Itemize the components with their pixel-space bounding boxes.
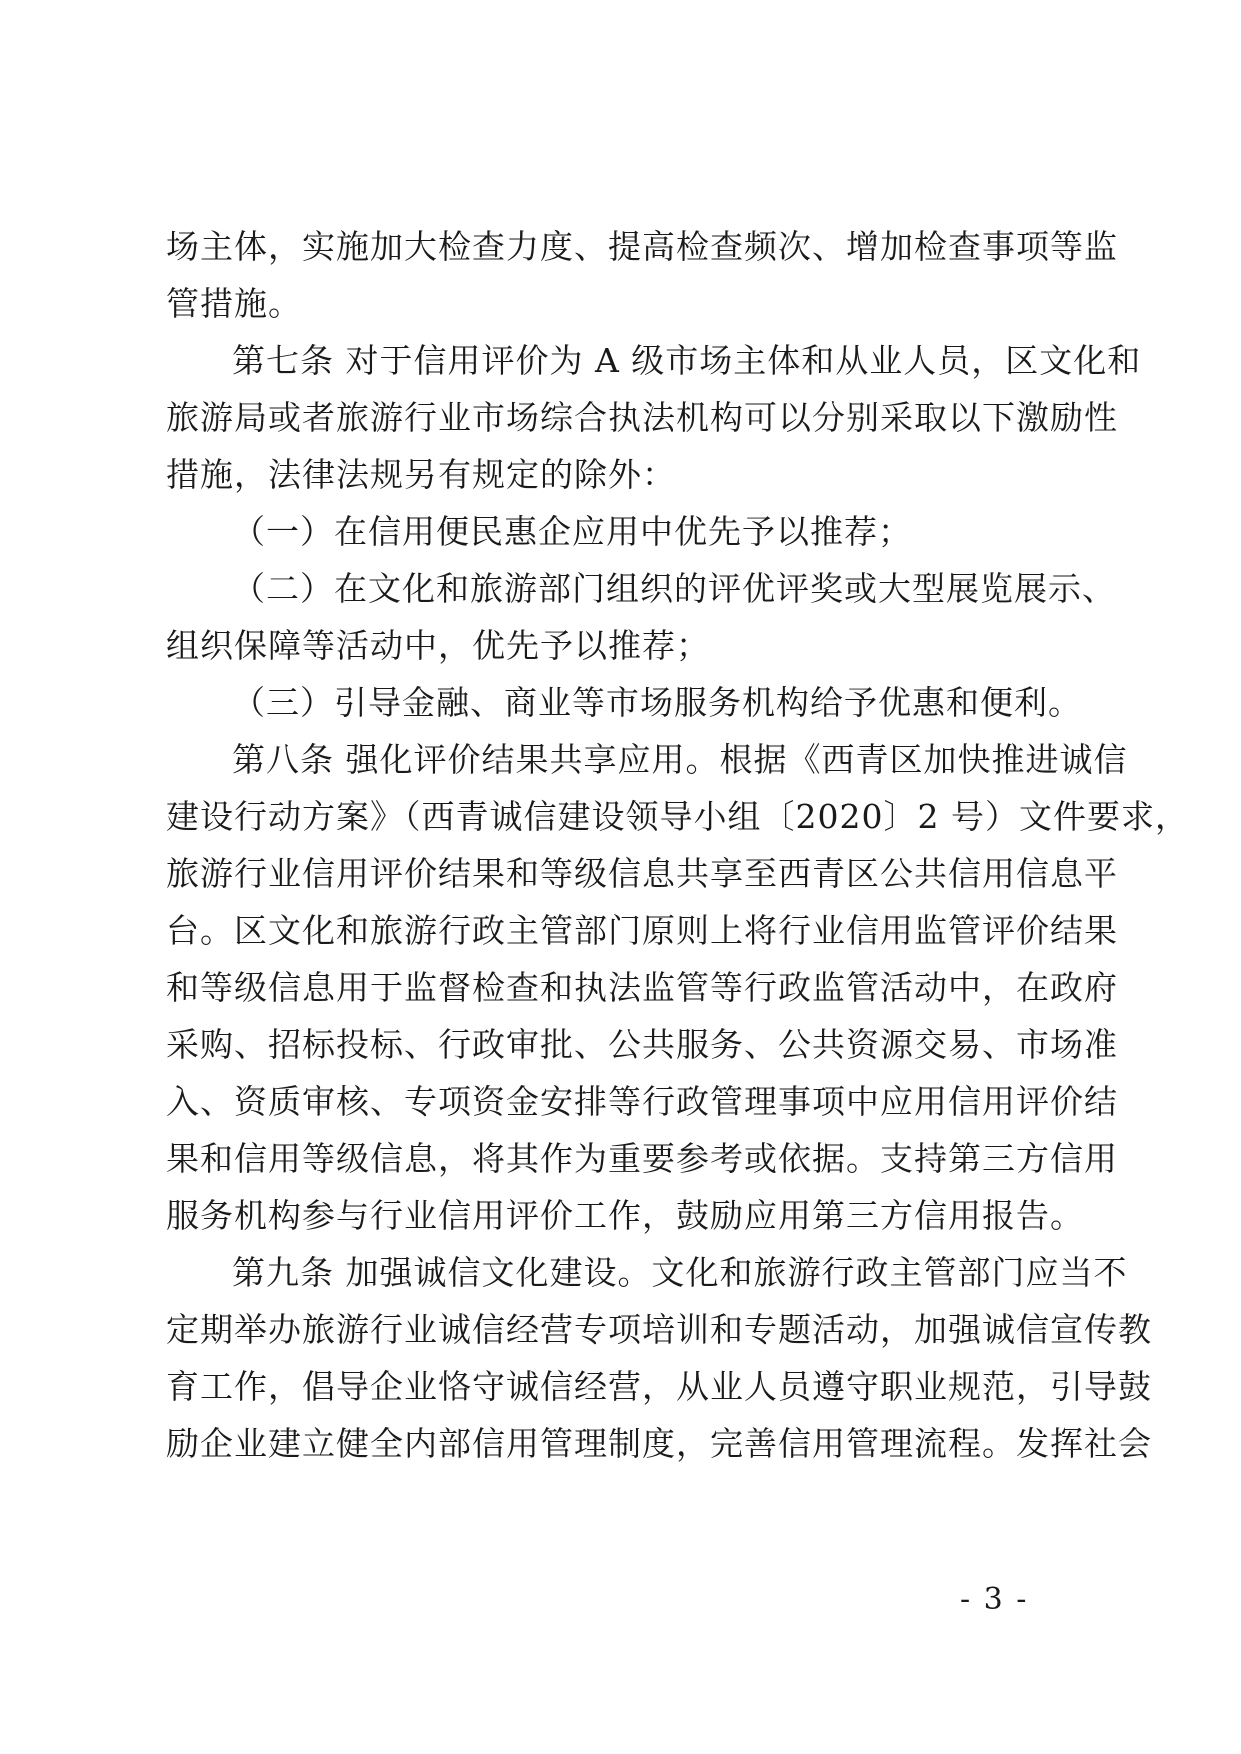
text-line: 旅游行业信用评价结果和等级信息共享至西青区公共信用信息平: [166, 854, 1118, 893]
text-line: 服务机构参与行业信用评价工作，鼓励应用第三方信用报告。: [166, 1196, 1084, 1235]
text-line: 组织保障等活动中，优先予以推荐；: [166, 626, 710, 665]
text-line: 采购、招标投标、行政审批、公共服务、公共资源交易、市场准: [166, 1025, 1118, 1064]
article-9-heading-line: 第九条 加强诚信文化建设。文化和旅游行政主管部门应当不: [232, 1253, 1128, 1292]
text-line: 旅游局或者旅游行业市场综合执法机构可以分别采取以下激励性: [166, 398, 1118, 437]
text-line: 果和信用等级信息，将其作为重要参考或依据。支持第三方信用: [166, 1139, 1118, 1178]
list-item-3: （三）引导金融、商业等市场服务机构给予优惠和便利。: [232, 683, 1082, 722]
text-line: 和等级信息用于监督检查和执法监管等行政监管活动中，在政府: [166, 968, 1118, 1007]
text-line: 定期举办旅游行业诚信经营专项培训和专题活动，加强诚信宣传教: [166, 1310, 1152, 1349]
list-item-2: （二）在文化和旅游部门组织的评优评奖或大型展览展示、: [232, 569, 1116, 608]
text-line: 台。区文化和旅游行政主管部门原则上将行业信用监管评价结果: [166, 911, 1118, 950]
article-7-heading-line: 第七条 对于信用评价为 A 级市场主体和从业人员，区文化和: [232, 341, 1142, 380]
text-line: 场主体，实施加大检查力度、提高检查频次、增加检查事项等监: [166, 227, 1118, 266]
text-line: 育工作，倡导企业恪守诚信经营，从业人员遵守职业规范，引导鼓: [166, 1367, 1152, 1406]
document-body: [166, 218, 1189, 1472]
text-line: 入、资质审核、专项资金安排等行政管理事项中应用信用评价结: [166, 1082, 1118, 1121]
text-line: 励企业建立健全内部信用管理制度，完善信用管理流程。发挥社会: [166, 1424, 1152, 1463]
text-line: 措施，法律法规另有规定的除外：: [166, 455, 676, 494]
list-item-1: （一）在信用便民惠企应用中优先予以推荐；: [232, 512, 912, 551]
page-number: - 3 -: [960, 1582, 1029, 1617]
article-8-heading-line: 第八条 强化评价结果共享应用。根据《西青区加快推进诚信: [232, 740, 1128, 779]
text-line: 管措施。: [166, 284, 302, 323]
text-line: 建设行动方案》（西青诚信建设领导小组〔2020〕2 号）文件要求，: [166, 797, 1189, 836]
